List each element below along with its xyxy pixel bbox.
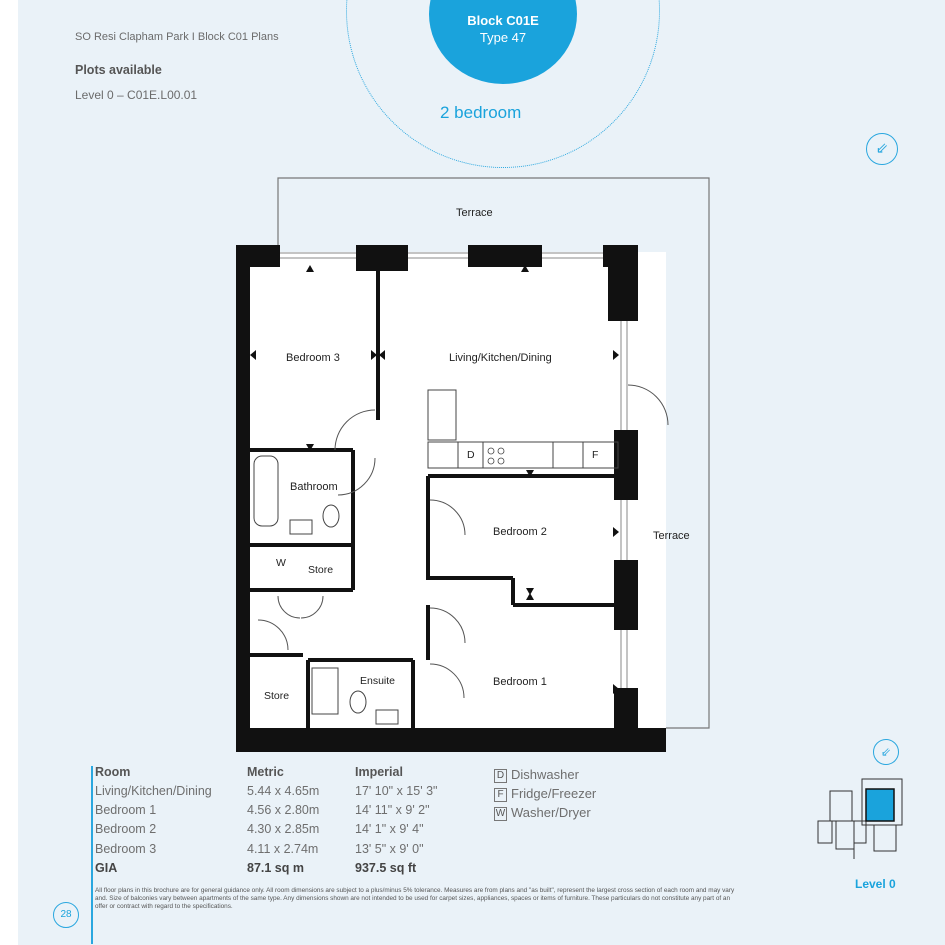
page-number: 28 [53, 902, 79, 928]
highlighted-block [866, 789, 894, 821]
bathroom-label: Bathroom [290, 481, 338, 493]
key-item [494, 767, 579, 783]
col-imperial-header: Imperial [355, 765, 403, 779]
table-row-imperial: 17' 10" x 15' 3" [355, 784, 438, 798]
key-item [494, 805, 591, 821]
terrace-right-label: Terrace [653, 530, 690, 542]
level-label: Level 0 [855, 877, 896, 891]
level-keyplan [814, 775, 914, 875]
unit-type: Type 47 [479, 30, 527, 45]
terrace-top-label: Terrace [456, 207, 493, 219]
key-label: Washer/Dryer [511, 805, 591, 820]
fridge-marker: F [592, 449, 599, 461]
washer-marker: W [276, 557, 286, 569]
key-code: D [494, 769, 507, 783]
north-compass-icon: ⇙ [866, 133, 898, 165]
table-row-metric: 4.56 x 2.80m [247, 803, 320, 817]
store1-label: Store [308, 564, 334, 576]
living-label: Living/Kitchen/Dining [449, 352, 552, 364]
bedroom2-label: Bedroom 2 [493, 526, 547, 538]
table-row-room: Bedroom 1 [95, 803, 157, 817]
key-label: Dishwasher [511, 767, 579, 782]
keyplan-compass-icon: ⇙ [873, 739, 899, 765]
col-metric-header: Metric [247, 765, 284, 779]
block-name: Block C01E [467, 13, 539, 28]
key-item [494, 786, 596, 802]
divider-line [91, 766, 93, 944]
col-room-header: Room [95, 765, 131, 779]
table-row-room: Bedroom 2 [95, 822, 157, 836]
table-row-room: Living/Kitchen/Dining [95, 784, 212, 798]
table-row-imperial: 14' 1" x 9' 4" [355, 822, 424, 836]
gia-metric: 87.1 sq m [247, 861, 304, 875]
key-code: F [494, 788, 507, 802]
bedroom-count: 2 bedroom [440, 103, 522, 122]
plot-reference: Level 0 – C01E.L00.01 [75, 88, 198, 102]
gia-imperial: 937.5 sq ft [355, 861, 417, 875]
dishwasher-marker: D [467, 449, 475, 461]
key-code: W [495, 807, 506, 819]
disclaimer-text: All floor plans in this brochure are for general guidance only. All room dimensions are subject to a plus/minus 5% tolerance. Measures are from plans and "as built", represent the largest cross section of each room and may vary and. Size of balconies vary between apartments of the same type. Any dimensions shown are not intended to be used for carpet sizes, appliances, spaces or items of furniture. These particulars do not constitute any part of an offer or contract with regard to the specifications. [95, 887, 735, 910]
table-row-imperial: 13' 5" x 9' 0" [355, 842, 424, 856]
plots-available-title: Plots available [75, 63, 162, 77]
store2-label: Store [264, 690, 290, 702]
table-row-metric: 4.11 x 2.74m [247, 842, 319, 856]
table-row-room: Bedroom 3 [95, 842, 157, 856]
table-row-metric: 5.44 x 4.65m [247, 784, 320, 798]
key-label: Fridge/Freezer [511, 786, 597, 801]
bedroom1-label: Bedroom 1 [493, 676, 547, 688]
floor-plan [18, 0, 945, 760]
bedroom3-label: Bedroom 3 [286, 352, 340, 364]
ensuite-label: Ensuite [360, 675, 396, 687]
breadcrumb: SO Resi Clapham Park I Block C01 Plans [75, 31, 279, 43]
gia-label: GIA [95, 861, 118, 875]
table-row-imperial: 14' 11" x 9' 2" [355, 803, 430, 817]
brochure-page [18, 0, 945, 945]
table-row-metric: 4.30 x 2.85m [247, 822, 320, 836]
